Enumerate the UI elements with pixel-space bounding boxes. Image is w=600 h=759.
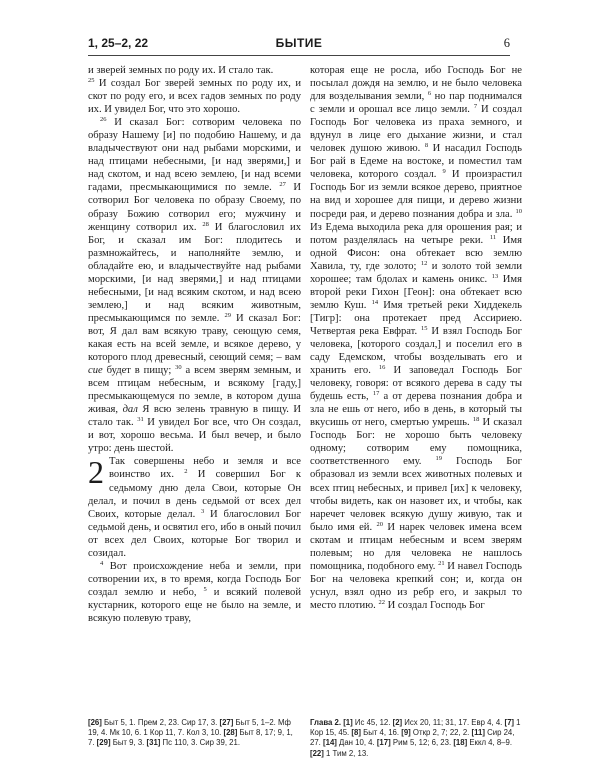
footnotes-right: Глава 2. [1] Ис 45, 12. [2] Исх 20, 11; 31, 17. Евр 4, 4. [7] 1 Кор 15, 45. [8] Быт 4, 16. [9] Откр 2, 7; 22, 2. [11] Сир 24, 27. [14] Дан 10, 4. [17] Рим 5, 12; 6, 23. [18] Еккл 4, 8–9. [22] 1 Тим 2, 13. bbox=[310, 718, 521, 758]
footnotes-left: [26] Быт 5, 1. Прем 2, 23. Сир 17, 3. [27] Быт 5, 1–2. Мф 19, 4. Мк 10, 6. 1 Кор 11, 7. Кол 3, 10. [28] Быт 8, 17; 9, 1, 7. [29] Быт 9, 3. [31] Пс 110, 3. Сир 39, 21. bbox=[88, 718, 293, 748]
running-header bbox=[88, 36, 510, 56]
right-text-column: которая еще не росла, ибо Господь Бог не посылал дождя на землю, и не было человека для возделывания земли, $^6$ но пар поднимался с земли и орошал все лицо земли. $^7$ И создал Господь Бог человека из праха земного, и вдунул в лице его дыхание жизни, и стал человек душою живою. $^8$ И насадил Господь Бог рай в Едеме на востоке, и поместил там человека, которого создал. $^9$ И произрастил Господь Бог из земли всякое дерево, приятное на вид и хорошее для пищи, и дерево жизни посреди рая, и дерево познания добра и зла. $^{10}$ Из Едема выходила река для орошения рая; и потом разделялась на четыре реки. $^{11}$ Имя одной Фисон: она обтекает всю землю Хавила, ту, где золото; $^{12}$ и золото той земли хорошее; там бдолах и камень оникс. $^{13}$ Имя второй реки Гихон [Геон]: она обтекает всю землю Куш. $^{14}$ Имя третьей реки Хиддекель [Тигр]: она протекает пред Ассириею. Четвертая река Евфрат. $^{15}$ И взял Господь Бог человека, [которого создал,] и поселил его в саду Едемском, чтобы возделывать его и хранить его. $^{16}$ И заповедал Господь Бог человеку, говоря: от всякого дерева в саду ты будешь есть, $^{17}$ а от дерева познания добра и зла не ешь от него, ибо в день, в который ты вкусишь от него, смертью умрешь. $^{18}$ И сказал Господь Бог: не хорошо быть человеку одному; сотворим ему помощника, соответственного ему. $^{19}$ Господь Бог образовал из земли всех животных полевых и всех птиц небесных, и привел [их] к человеку, чтобы видеть, как он назовет их, и чтобы, как наречет человек всякую душу живую, так и было имя ей. $^{20}$ И нарек человек имена всем скотам и птицам небесным и всем зверям полевым; но для человека не нашлось помощника, подобного ему. $^{21}$ И навел Господь Бог на человека крепкий сон; и, когда он уснул, взял одно из ребр его, и закрыл то место плотию. $^{22}$ И создал Господь Бог bbox=[310, 65, 522, 611]
page-number: 6 bbox=[503, 36, 510, 50]
left-text-column: и зверей земных по роду их. И стало так. $^{25}$ И создал Бог зверей земных по роду их, и скот по роду его, и всех гадов земных по роду их. И увидел Бог, что это хорошо. $^{26}$ И сказал Бог: сотворим человека по образу Нашему [и] по подобию Нашему, и да владычествуют они над рыбами морскими, и над птицами небесными, [и над зверями,] и над скотом, и над всею землею, [и над всеми гадами, пресмыкающимися по земле. $^{27}$ И сотворил Бог человека по образу Своему, по образу Божию сотворил его; мужчину и женщину сотворил их. $^{28}$ И благословил их Бог, и сказал им Бог: плодитесь и размножайтесь, и наполняйте землю, и обладайте ею, и владычествуйте над рыбами морскими, [и над зверями,] и над птицами небесными, [и над всяким скотом, и над всею землею,] и над всяким животным, пресмыкающимся по земле. $^{29}$ И сказал Бог: вот, Я дал вам всякую траву, сеющую семя, какая есть на всей земле, и всякое дерево, у которого плод древесный, сеющий семя; – вам сие будет в пищу; $^{30}$ а всем зверям земным, и всем птицам небесным, и всякому [гаду,] пресмыкающемуся по земле, в котором душа живая, дал Я всю зелень травную в пищу. И стало так. $^{31}$ И увидел Бог все, что Он создал, и вот, хорошо весьма. И был вечер, и было утро: день шестой. 2 Так совершены небо и земля и все воинство их. $^2$ И совершил Бог к седьмому дню дела Свои, которые Он делал, и почил в день седьмой от всех дел Своих, которые делал. $^3$ И благословил Бог седьмой день, и освятил его, ибо в оный почил от всех дел Своих, которые Бог творил и созидал. $^4$ Вот происхождение неба и земли, при сотворении их, в то время, когда Господь Бог создал землю и небо, $^5$ и всякий полевой кустарник, которого еще не было на земле, и всякую полевую траву, bbox=[88, 65, 301, 624]
book-title: БЫТИЕ bbox=[275, 36, 323, 50]
chapter-verse-range: 1, 25–2, 22 bbox=[88, 36, 149, 50]
header-divider bbox=[88, 55, 510, 56]
